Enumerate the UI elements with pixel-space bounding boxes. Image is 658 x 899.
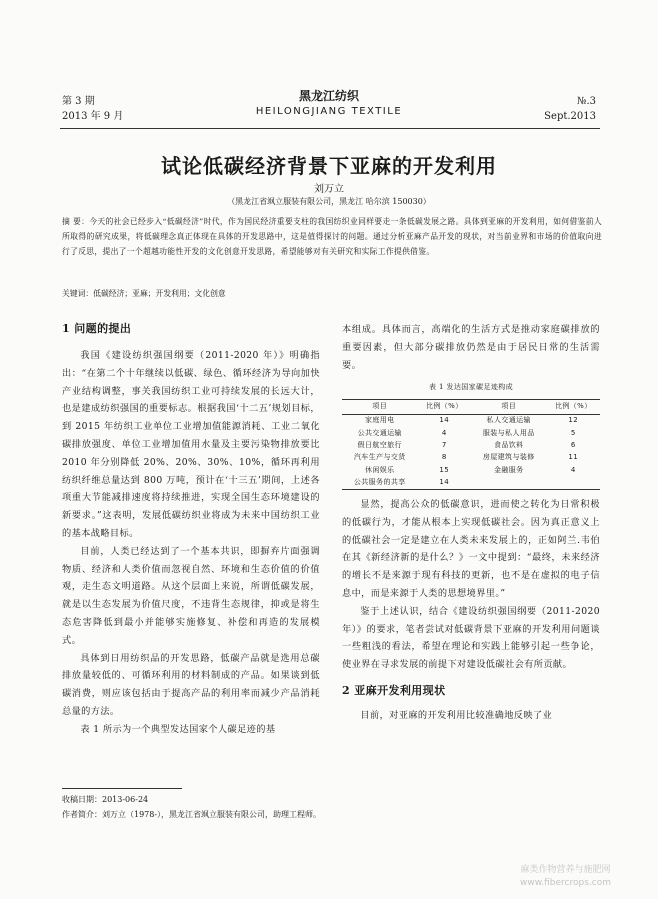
table-cell: 家庭用电 <box>364 416 395 425</box>
table-cell <box>471 477 547 490</box>
body-paragraph: 我国《建设纺织强国纲要（2011-2020 年）》明确指出：“在第二个十年继续以低碳、绿色、循环经济为导向加快产业结构调整，事关我国纺织工业可持续发展的长远大计，也是建成纺织强国的重要标志。根据我国‘十二五’规划目标，到 2015 年纺织工业单位工业增加值能源消耗、工业二氧化碳排放强度、单位工业增加值用水量及主要污染物排放要比 2010 年分别降低 20%、20%、30%、10%，循环再利用纺织纤维总量达到 800 万吨，预计在‘十三五’期间，上述各项重大节能减排速度将持续推进，实现全国生态环境建设的新要求。”这表明，发展低碳纺织业将成为未来中国纺织工业的基本战略目标。 <box>62 350 320 539</box>
watermark <box>520 864 611 890</box>
table-cell: 14 <box>439 416 450 425</box>
keywords: 关键词：低碳经济；亚麻；开发利用；文化创意 <box>62 289 226 298</box>
body-paragraph: 显然，提高公众的低碳意识，进而使之转化为日常积极的低碳行为，才能从根本上实现低碳社会。因为真正意义上的低碳社会一定是建立在人类未来发展上的，正如阿兰.韦伯在其《新经济新的是什么？》一文中提到：“最终，未来经济的增长不是来源于现有科技的更新，也不是在虚拟的电子信息中，而是来源于人类的思想境界里。” <box>342 499 600 600</box>
issue-number: 第 3 期 <box>62 96 95 107</box>
table-cell: 公共服务的共享 <box>342 477 418 490</box>
header-rule <box>60 128 600 129</box>
footnote <box>62 792 321 822</box>
table-header-cell: 项目 <box>471 400 547 415</box>
section-heading-1: 1 问题的提出 <box>62 322 132 335</box>
table-header-cell: 比例（%） <box>418 400 471 415</box>
journal-number-block <box>544 94 596 124</box>
body-paragraph: 本组成。具体而言，高端化的生活方式是推动家庭碳排放的重要因素，但大部分碳排放仍然是由于居民日常的生活需要。 <box>342 324 600 371</box>
table-row <box>342 452 600 464</box>
watermark-url: www.fibercrops.com <box>520 878 611 888</box>
table-cell: 8 <box>441 453 447 462</box>
table-row <box>342 477 600 490</box>
table-row <box>342 440 600 452</box>
paper-author: 刘万立 <box>314 184 344 195</box>
table-row <box>342 427 600 439</box>
author-note: 作者简介：刘万立（1978-），黑龙江省飒立服装有限公司，助理工程师。 <box>62 810 322 819</box>
table-cell: 房屋建筑与装修 <box>482 453 535 462</box>
right-column <box>342 321 600 725</box>
table-cell: 11 <box>568 453 579 462</box>
table-cell: 7 <box>441 440 447 449</box>
table-cell: 私人交通运输 <box>486 416 531 425</box>
received-date: 收稿日期：2013-06-24 <box>62 795 149 804</box>
table-row <box>342 464 600 476</box>
table-header-cell: 项目 <box>342 400 418 415</box>
journal-name-cn: 黑龙江纺织 <box>298 89 359 103</box>
table-header-row <box>342 400 600 415</box>
table-header-cell: 比例（%） <box>547 400 600 415</box>
issue-date: 2013 年 9 月 <box>62 111 124 122</box>
body-paragraph: 鉴于上述认识，结合《建设纺织强国纲要（2011-2020 年）》的要求，笔者尝试对低碳背景下亚麻的开发利用问题谈一些粗浅的看法，希望在理论和实践上能够引起一些争论，使业界在寻求发展的前提下对建设低碳社会有所贡献。 <box>342 605 600 671</box>
body-paragraph: 目前，对亚麻的开发利用比较准确地反映了业 <box>360 710 553 721</box>
journal-number: №.3 <box>576 96 596 107</box>
table-cell: 4 <box>570 465 576 474</box>
table-cell: 6 <box>570 440 576 449</box>
journal-name-en: HEILONGJIANG TEXTILE <box>255 106 403 117</box>
author-affiliation: （黑龙江省飒立服装有限公司，黑龙江 哈尔滨 150030） <box>227 197 431 206</box>
body-paragraph: 目前，人类已经达到了一个基本共识，即摒弃片面强调物质、经济和人类价值而忽视自然、环境和生态价值的价值观，走生态文明道路。从这个层面上来说，所谓低碳发展，就是以生态发展为价值尺度，不违背生态规律，抑或是将生态危害降低到最小并能够实施修复、补偿和再造的发展模式。 <box>62 545 320 646</box>
table-cell: 公共交通运输 <box>357 428 402 437</box>
carbon-footprint-table <box>342 399 600 490</box>
section-heading-2: 2 亚麻开发利用现状 <box>342 684 446 697</box>
table-cell: 休闲娱乐 <box>364 465 395 474</box>
table-cell: 服装与私人用品 <box>482 428 535 437</box>
table-cell: 金融服务 <box>493 465 524 474</box>
watermark-line: 麻类作物营养与施肥网 <box>520 865 611 875</box>
body-paragraph: 具体到日用纺织品的开发思路，低碳产品就是选用总碳排放量较低的、可循环利用的材料制成的产品。如果谈到低碳消费，则应该包括由于提高产品的利用率而减少产品消耗总量的方法。 <box>62 652 320 717</box>
table-caption: 表 1 发达国家碳足迹构成 <box>428 383 514 392</box>
table-cell: 假日航空旅行 <box>357 440 402 449</box>
journal-date-en: Sept.2013 <box>544 111 596 122</box>
table-cell: 5 <box>570 428 576 437</box>
paper-title: 试论低碳经济背景下亚麻的开发利用 <box>161 154 497 178</box>
table-cell <box>547 477 600 490</box>
abstract: 摘 要：今天的社会已经步入“低碳经济”时代，作为国民经济重要支柱的我国纺织业同样要走一条低碳发展之路。具体到亚麻的开发利用，如何借鉴前人所取得的研究成果，将低碳理念真正体现在具体的开发思路中，这是值得探讨的问题。通过分析亚麻产品开发的现状，对当前业界和市场的价值取向进行了反思，提出了一个超越功能性开发的文化创意开发思路，希望能够对有关研究和实际工作提供借鉴。 <box>62 217 602 256</box>
table-cell: 4 <box>441 428 447 437</box>
body-paragraph: 表 1 所示为一个典型发达国家个人碳足迹的基 <box>80 723 276 735</box>
left-column <box>62 321 320 739</box>
table-cell: 食品饮料 <box>493 440 524 449</box>
table-cell: 12 <box>568 416 579 425</box>
table-cell: 汽车生产与交货 <box>353 453 406 462</box>
table-cell: 15 <box>439 465 450 474</box>
footnote-rule <box>62 788 182 789</box>
table-row <box>342 414 600 427</box>
table-cell: 14 <box>418 477 471 490</box>
